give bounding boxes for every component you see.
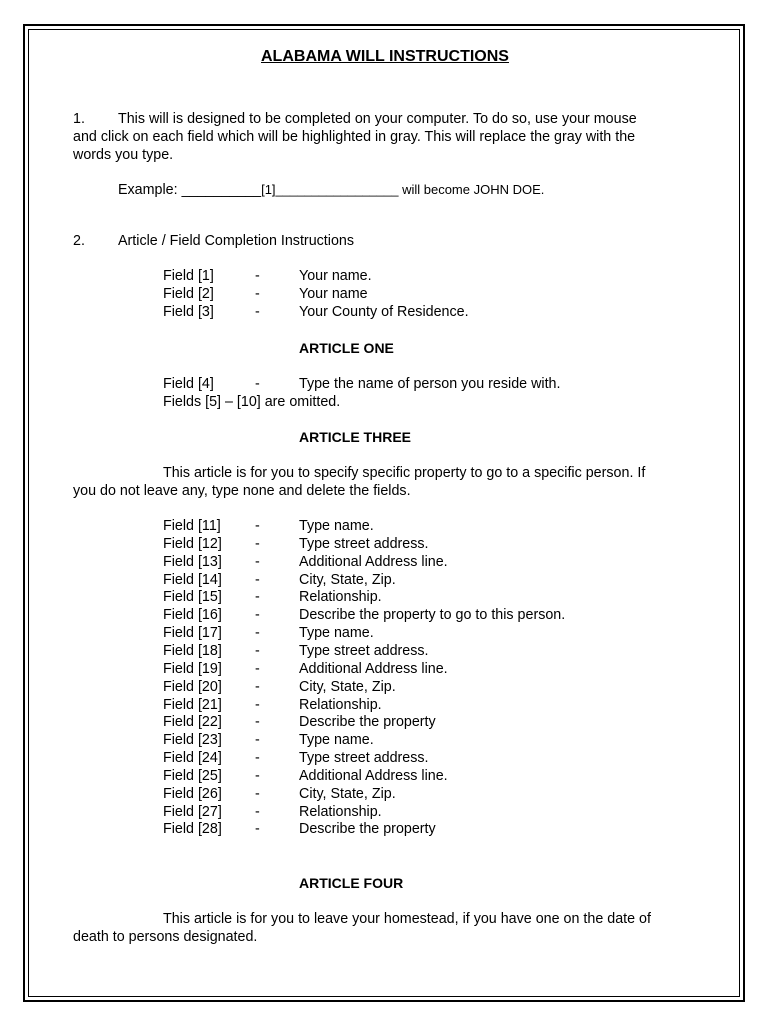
example-result: will become JOHN DOE. — [398, 182, 545, 197]
field-label: Field [15] — [163, 589, 222, 606]
field-dash: - — [255, 696, 260, 713]
field-label: Field [13] — [163, 553, 222, 570]
document-title: ALABAMA WILL INSTRUCTIONS — [261, 48, 509, 65]
field-label: Field [28] — [163, 821, 222, 838]
field-description: Type the name of person you reside with. — [299, 376, 561, 392]
article-one-heading: ARTICLE ONE — [299, 340, 394, 356]
field-description: Type street address. — [299, 642, 429, 659]
field-label: Field [20] — [163, 678, 222, 695]
field-description: Type name. — [299, 625, 374, 642]
field-description: Additional Address line. — [299, 553, 448, 570]
field-label: Field [25] — [163, 767, 222, 784]
field-label: Field [22] — [163, 714, 222, 731]
field-label: Field [11] — [163, 518, 221, 534]
example-label: Example: __________ — [118, 182, 262, 198]
field-label: Field [2] — [163, 286, 214, 302]
field-dash: - — [255, 785, 260, 802]
field-label: Field [3] — [163, 304, 214, 320]
field-dash: - — [255, 268, 260, 284]
field-dash: - — [255, 535, 260, 552]
field-dash: - — [255, 714, 260, 731]
section-1-line-1: This will is designed to be completed on your computer. To do so, use your mouse — [118, 111, 637, 127]
field-label: Field [17] — [163, 625, 222, 642]
field-description: Additional Address line. — [299, 660, 448, 677]
field-label: Field [16] — [163, 607, 222, 624]
field-dash: - — [255, 571, 260, 588]
field-description: Relationship. — [299, 589, 382, 606]
article-four-intro-line-2: death to persons designated. — [73, 929, 258, 945]
field-dash: - — [255, 589, 260, 606]
field-dash: - — [255, 803, 260, 820]
field-description: Your name. — [299, 268, 372, 284]
field-label: Field [23] — [163, 732, 222, 749]
field-label: Field [21] — [163, 696, 222, 713]
article-four-intro-line-1: This article is for you to leave your homestead, if you have one on the date of — [163, 911, 651, 927]
article-three-intro-line-2: you do not leave any, type none and delete the fields. — [73, 483, 411, 499]
section-1-line-3: words you type. — [73, 147, 174, 163]
field-description: City, State, Zip. — [299, 785, 396, 802]
field-dash: - — [255, 286, 260, 302]
field-description: Your County of Residence. — [299, 304, 469, 320]
field-description: Relationship. — [299, 696, 382, 713]
article-three-heading: ARTICLE THREE — [299, 429, 411, 445]
field-dash: - — [255, 625, 260, 642]
field-label: Field [4] — [163, 376, 214, 392]
field-description: City, State, Zip. — [299, 571, 396, 588]
section-2-number: 2. — [73, 233, 85, 249]
field-description: Your name — [299, 286, 368, 302]
field-dash: - — [255, 607, 260, 624]
page-border-inner — [28, 29, 740, 997]
field-description: Describe the property — [299, 821, 436, 838]
field-label: Field [14] — [163, 571, 222, 588]
field-label: Field [24] — [163, 750, 222, 767]
article-four-heading: ARTICLE FOUR — [299, 875, 404, 891]
field-dash: - — [255, 821, 260, 838]
field-label: Field [1] — [163, 268, 214, 284]
field-dash: - — [255, 732, 260, 749]
field-label: Field [19] — [163, 660, 222, 677]
field-label: Field [18] — [163, 642, 222, 659]
field-dash: - — [255, 553, 260, 570]
field-description: Relationship. — [299, 803, 382, 820]
field-dash: - — [255, 767, 260, 784]
field-description: Describe the property to go to this person. — [299, 607, 566, 624]
field-dash: - — [255, 660, 260, 677]
section-1-line-2: and click on each field which will be highlighted in gray. This will replace the gray with the — [73, 129, 636, 145]
field-dash: - — [255, 304, 260, 320]
field-description: City, State, Zip. — [299, 678, 396, 695]
field-description: Type street address. — [299, 750, 429, 767]
field-dash: - — [255, 750, 260, 767]
section-2-heading: Article / Field Completion Instructions — [118, 233, 354, 249]
field-description: Type name. — [299, 732, 374, 749]
field-description: Type name. — [299, 518, 374, 534]
field-dash: - — [255, 642, 260, 659]
field-label: Field [27] — [163, 803, 222, 820]
page-border — [23, 24, 745, 1002]
example-field[interactable]: [1]_________________ — [261, 182, 399, 197]
article-one-omitted: Fields [5] – [10] are omitted. — [163, 394, 341, 410]
section-1-number: 1. — [73, 111, 85, 127]
field-description: Describe the property — [299, 714, 436, 731]
field-description: Type street address. — [299, 535, 429, 552]
field-dash: - — [255, 678, 260, 695]
example-line — [118, 181, 544, 199]
field-dash: - — [255, 376, 260, 392]
field-description: Additional Address line. — [299, 767, 448, 784]
field-dash: - — [255, 518, 260, 534]
field-label: Field [12] — [163, 535, 222, 552]
article-three-intro-line-1: This article is for you to specify specific property to go to a specific person. If — [163, 465, 646, 481]
field-label: Field [26] — [163, 785, 222, 802]
